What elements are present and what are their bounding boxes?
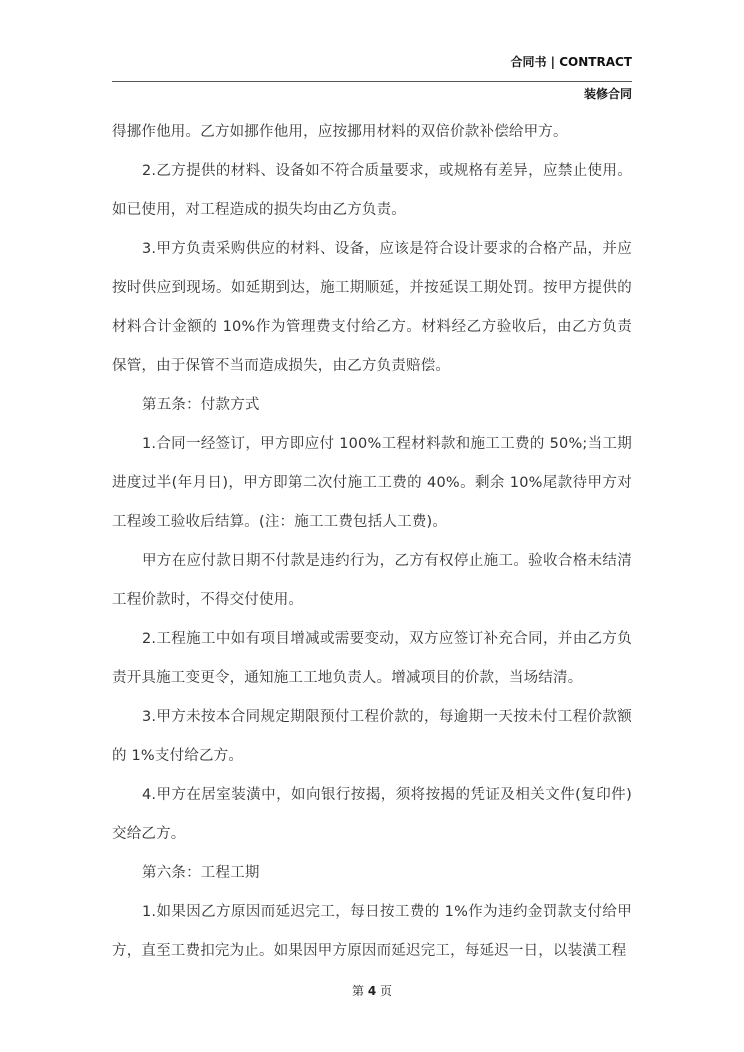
paragraph: 3.甲方负责采购供应的材料、设备，应该是符合设计要求的合格产品，并应按时供应到现场。如延期到达，施工期顺延，并按延误工期处罚。按甲方提供的材料合计金额的 10%作为管理费支付给乙方。材料经乙方验收后，由乙方负责保管，由于保管不当而造成损失，由乙方负责赔偿。 (112, 241, 632, 374)
paragraph: 1.合同一经签订，甲方即应付 100%工程材料款和施工工费的 50%;当工期进度过半(年月日)，甲方即第二次付施工工费的 40%。剩余 10%尾款待甲方对工程竣工验收后结算。(注：施工工费包括人工费)。 (112, 436, 632, 530)
paragraph: 得挪作他用。乙方如挪作他用，应按挪用材料的双倍价款补偿给甲方。 (112, 124, 568, 140)
page-header-title: 合同书 | CONTRACT (510, 55, 632, 69)
paragraph: 3.甲方未按本合同规定期限预付工程价款的，每逾期一天按未付工程价款额的 1%支付给乙方。 (112, 709, 632, 764)
page-number: 4 (367, 984, 377, 998)
paragraph: 2.乙方提供的材料、设备如不符合质量要求，或规格有差异，应禁止使用。如已使用，对工程造成的损失均由乙方负责。 (112, 163, 632, 218)
paragraph: 甲方在应付款日期不付款是违约行为，乙方有权停止施工。验收合格未结清工程价款时，不得交付使用。 (112, 553, 632, 608)
page-footer (0, 982, 744, 999)
header-rule (112, 81, 632, 82)
paragraph: 1.如果因乙方原因而延迟完工，每日按工费的 1%作为违约金罚款支付给甲方，直至工费扣完为止。如果因甲方原因而延迟完工，每延迟一日，以装潢工程 (112, 904, 632, 959)
section-heading: 第五条：付款方式 (142, 397, 260, 413)
footer-prefix: 第 (351, 984, 364, 998)
paragraph: 2.工程施工中如有项目增减或需要变动，双方应签订补充合同，并由乙方负责开具施工变更令，通知施工工地负责人。增减项目的价款，当场结清。 (112, 631, 632, 686)
section-heading: 第六条：工程工期 (142, 865, 260, 881)
footer-suffix: 页 (380, 984, 393, 998)
paragraph: 4.甲方在居室装潢中，如向银行按揭，须将按揭的凭证及相关文件(复印件)交给乙方。 (112, 787, 632, 842)
document-body (112, 113, 632, 971)
page-header-subtitle: 装修合同 (583, 87, 632, 101)
